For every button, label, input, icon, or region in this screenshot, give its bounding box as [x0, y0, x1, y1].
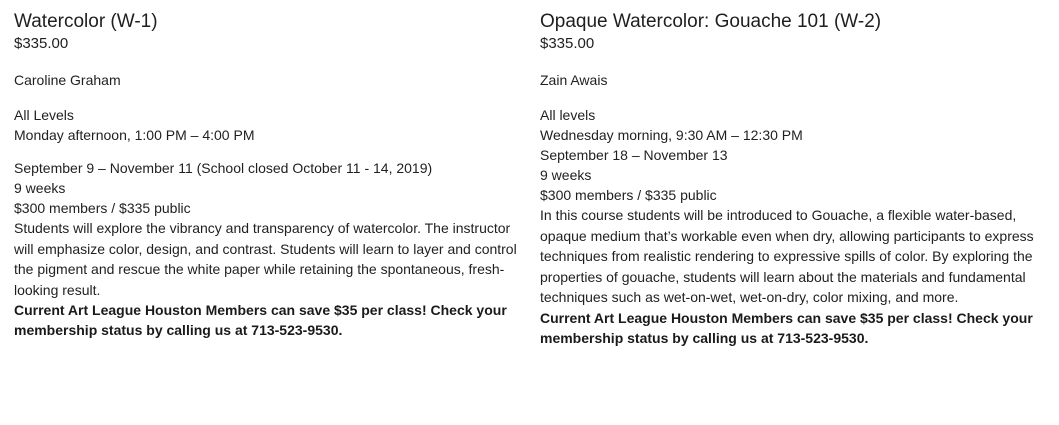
course-schedule: Monday afternoon, 1:00 PM – 4:00 PM — [14, 127, 255, 143]
course-price: $335.00 — [540, 35, 595, 52]
course-card-gouache — [540, 10, 1045, 348]
course-dates: September 9 – November 11 (School closed October 11 - 14, 2019) — [14, 160, 433, 176]
course-description: Students will explore the vibrancy and transparency of watercolor. The instructor will emphasize color, design, and contrast. Students will learn to layer and control the pigment and rescue the white paper while retaining the spontaneous, fresh-looking result. — [14, 220, 517, 298]
course-duration: 9 weeks — [14, 180, 66, 196]
course-instructor: Caroline Graham — [14, 72, 121, 88]
course-level: All levels — [540, 107, 596, 123]
course-instructor: Zain Awais — [540, 72, 608, 88]
course-cost: $300 members / $335 public — [540, 187, 717, 203]
course-cost: $300 members / $335 public — [14, 200, 191, 216]
course-title: Opaque Watercolor: Gouache 101 (W-2) — [540, 11, 882, 32]
membership-note: Current Art League Houston Members can save $35 per class! Check your membership status by calling us at 713-523-9530. — [540, 309, 1033, 346]
course-price: $335.00 — [14, 35, 69, 52]
course-description: In this course students will be introduced to Gouache, a flexible water-based, opaque medium that’s workable even when dry, allowing participants to express techniques from realistic rendering to expressive spills of color. By exploring the properties of gouache, students will learn about the materials and fundamental techniques such as wet-on-wet, wet-on-dry, color mixing, and more. — [540, 207, 1034, 305]
course-dates: September 18 – November 13 — [540, 147, 728, 163]
course-level: All Levels — [14, 107, 74, 123]
course-card-watercolor — [14, 10, 519, 340]
course-schedule: Wednesday morning, 9:30 AM – 12:30 PM — [540, 127, 803, 143]
course-duration: 9 weeks — [540, 167, 592, 183]
membership-note: Current Art League Houston Members can save $35 per class! Check your membership status by calling us at 713-523-9530. — [14, 302, 507, 338]
course-title: Watercolor (W-1) — [14, 11, 158, 32]
